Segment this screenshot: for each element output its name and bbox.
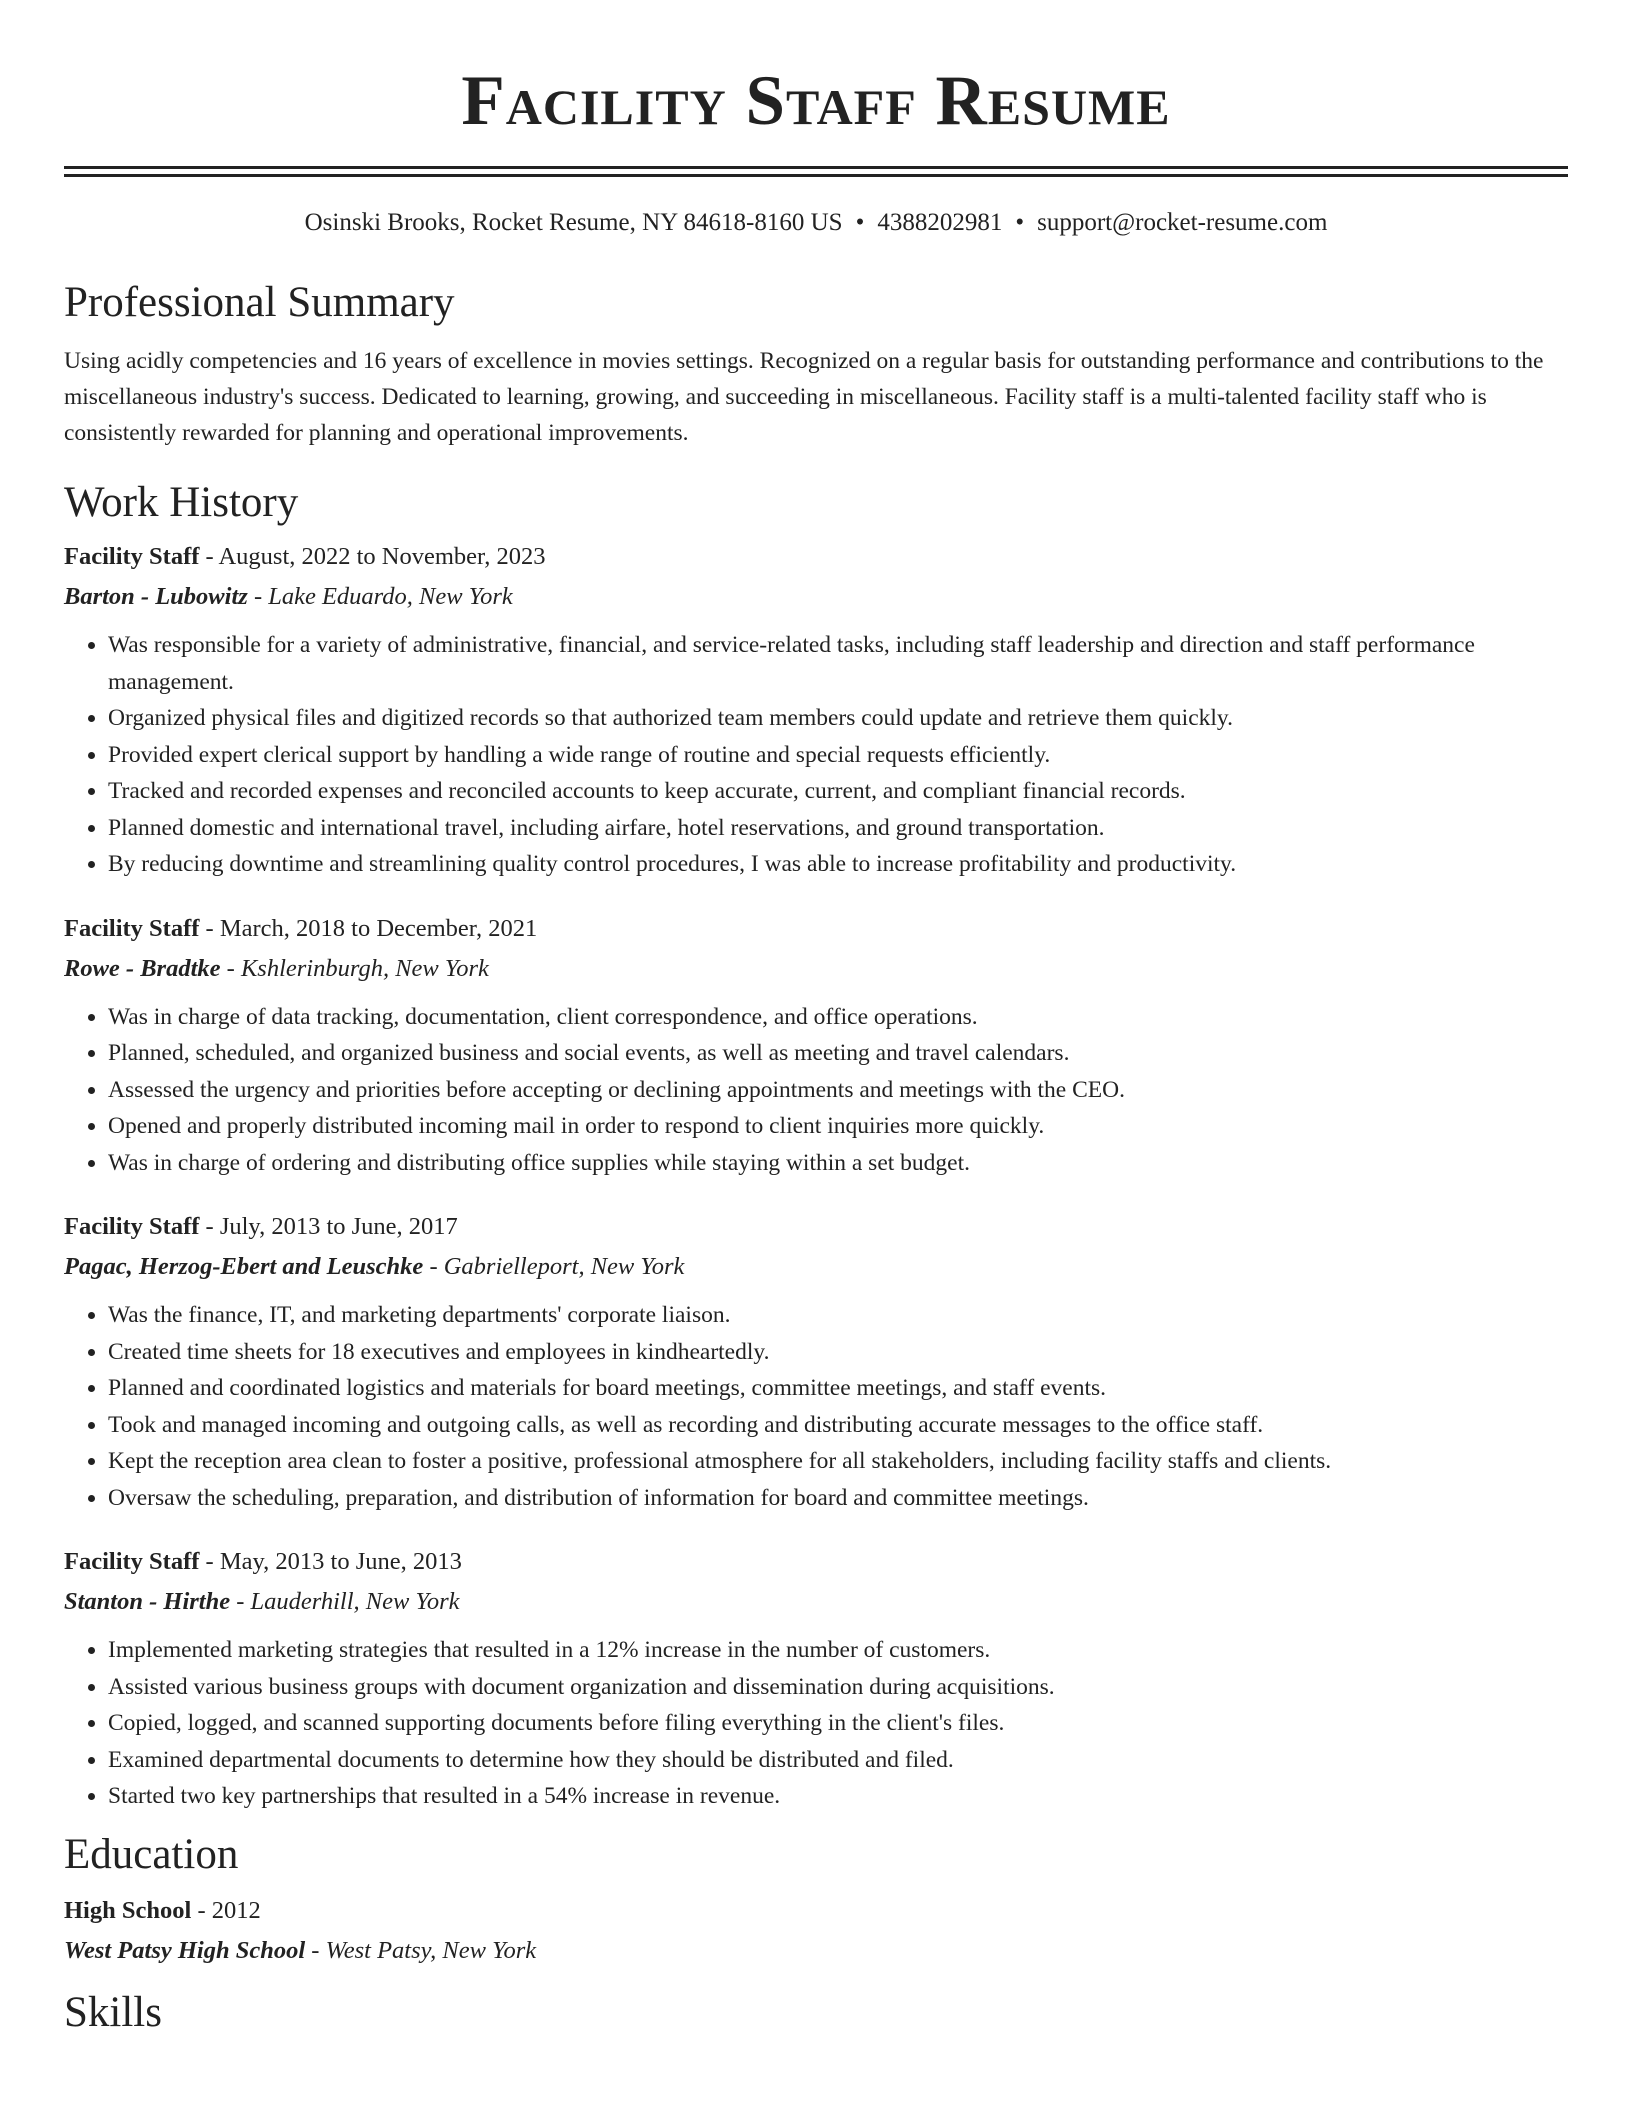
job-bullets [64,999,1568,1182]
job-entry [64,1207,1568,1516]
contact-line [64,207,1568,239]
job-title: Facility Staff [64,1548,200,1575]
education-school: West Patsy High School [64,1936,306,1964]
section-heading-work-history: Work History [64,479,299,526]
education-degree-line [64,1891,1568,1931]
list-item: • Provided expert clerical support by handling a wide range of routine and special requests efficiently. [108,737,1568,774]
job-bullets [64,1632,1568,1815]
bullet-separator: • [1015,209,1025,236]
company-name: Pagac, Herzog-Ebert and Leuschke [64,1253,424,1280]
list-item: • Oversaw the scheduling, preparation, and distribution of information for board and committee meetings. [108,1480,1568,1517]
company-line [64,949,1568,989]
job-entry [64,537,1568,883]
list-item: • Copied, logged, and scanned supporting documents before filing everything in the client's files. [108,1705,1568,1742]
job-title: Facility Staff [64,914,200,942]
company-name: Rowe - Bradtke [64,954,221,982]
company-location: - Lake Eduardo, New York [247,583,513,610]
contact-email: support@rocket-resume.com [1037,209,1328,236]
company-line [64,1582,1568,1622]
resume-title: Facility Staff Resume [461,62,1171,140]
list-item: • Was in charge of data tracking, documentation, client correspondence, and office operations. [108,999,1568,1036]
list-item: • Planned domestic and international travel, including airfare, hotel reservations, and ground transportation. [108,810,1568,847]
list-item: • By reducing downtime and streamlining quality control procedures, I was able to increase profitability and productivity. [108,846,1568,883]
company-name: Barton - Lubowitz [64,583,248,610]
company-location: - Lauderhill, New York [230,1588,460,1615]
list-item: • Was responsible for a variety of administrative, financial, and service-related tasks, including staff leadership and direction and staff performance management. [108,627,1568,700]
title-divider [64,166,1568,177]
job-dates: - July, 2013 to June, 2017 [199,1213,458,1240]
section-heading-skills: Skills [64,1988,162,2036]
resume-page [64,0,1568,2039]
job-entry [64,909,1568,1182]
list-item: • Was in charge of ordering and distributing office supplies while staying within a set budget. [108,1145,1568,1182]
company-line [64,1247,1568,1287]
list-item: • Took and managed incoming and outgoing calls, as well as recording and distributing accurate messages to the office staff. [108,1407,1568,1444]
education-school-line [64,1931,1568,1971]
job-title: Facility Staff [64,543,200,570]
company-location: - Gabrielleport, New York [423,1253,685,1280]
list-item: • Planned, scheduled, and organized business and social events, as well as meeting and travel calendars. [108,1035,1568,1072]
list-item: • Implemented marketing strategies that resulted in a 12% increase in the number of customers. [108,1632,1568,1669]
list-item: • Assessed the urgency and priorities before accepting or declining appointments and meetings with the CEO. [108,1072,1568,1109]
bullet-separator: • [855,209,865,236]
education-location: - West Patsy, New York [305,1936,537,1964]
job-bullets [64,1297,1568,1516]
list-item: • Was the finance, IT, and marketing departments' corporate liaison. [108,1297,1568,1334]
section-heading-summary: Professional Summary [64,279,455,326]
summary-text: Using acidly competencies and 16 years of excellence in movies settings. Recognized on a regular basis for outstanding performance and contributions to the miscellaneous industry's success. Dedicated to learning, growing, and succeeding in miscellaneous. Facility staff is a multi-talented facility staff who is consistently rewarded for planning and operational improvements. [64,348,1544,446]
job-dates: - August, 2022 to November, 2023 [199,543,546,570]
list-item: • Organized physical files and digitized records so that authorized team members could update and retrieve them quickly. [108,700,1568,737]
job-title-line [64,537,1568,577]
company-name: Stanton - Hirthe [64,1588,231,1615]
job-title-line [64,1207,1568,1247]
list-item: • Kept the reception area clean to foster a positive, professional atmosphere for all stakeholders, including facility staffs and clients. [108,1443,1568,1480]
list-item: • Planned and coordinated logistics and materials for board meetings, committee meetings, and staff events. [108,1370,1568,1407]
list-item: • Created time sheets for 18 executives and employees in kindheartedly. [108,1334,1568,1371]
contact-phone: 4388202981 [877,209,1003,236]
job-entry [64,1542,1568,1815]
job-title: Facility Staff [64,1213,200,1240]
job-title-line [64,909,1568,949]
list-item: • Started two key partnerships that resulted in a 54% increase in revenue. [108,1778,1568,1815]
education-entry [64,1891,1568,1971]
company-location: - Kshlerinburgh, New York [220,954,489,982]
list-item: • Tracked and recorded expenses and reconciled accounts to keep accurate, current, and compliant financial records. [108,773,1568,810]
job-title-line [64,1542,1568,1582]
education-year: - 2012 [191,1896,261,1924]
contact-address: Osinski Brooks, Rocket Resume, NY 84618-8160 US [304,209,843,236]
list-item: • Assisted various business groups with document organization and dissemination during acquisitions. [108,1669,1568,1706]
list-item: • Examined departmental documents to determine how they should be distributed and filed. [108,1742,1568,1779]
job-dates: - May, 2013 to June, 2013 [199,1548,462,1575]
job-dates: - March, 2018 to December, 2021 [199,914,538,942]
section-heading-education: Education [64,1830,239,1878]
company-line [64,577,1568,617]
job-bullets [64,627,1568,883]
education-degree: High School [64,1896,192,1924]
list-item: • Opened and properly distributed incoming mail in order to respond to client inquiries more quickly. [108,1108,1568,1145]
